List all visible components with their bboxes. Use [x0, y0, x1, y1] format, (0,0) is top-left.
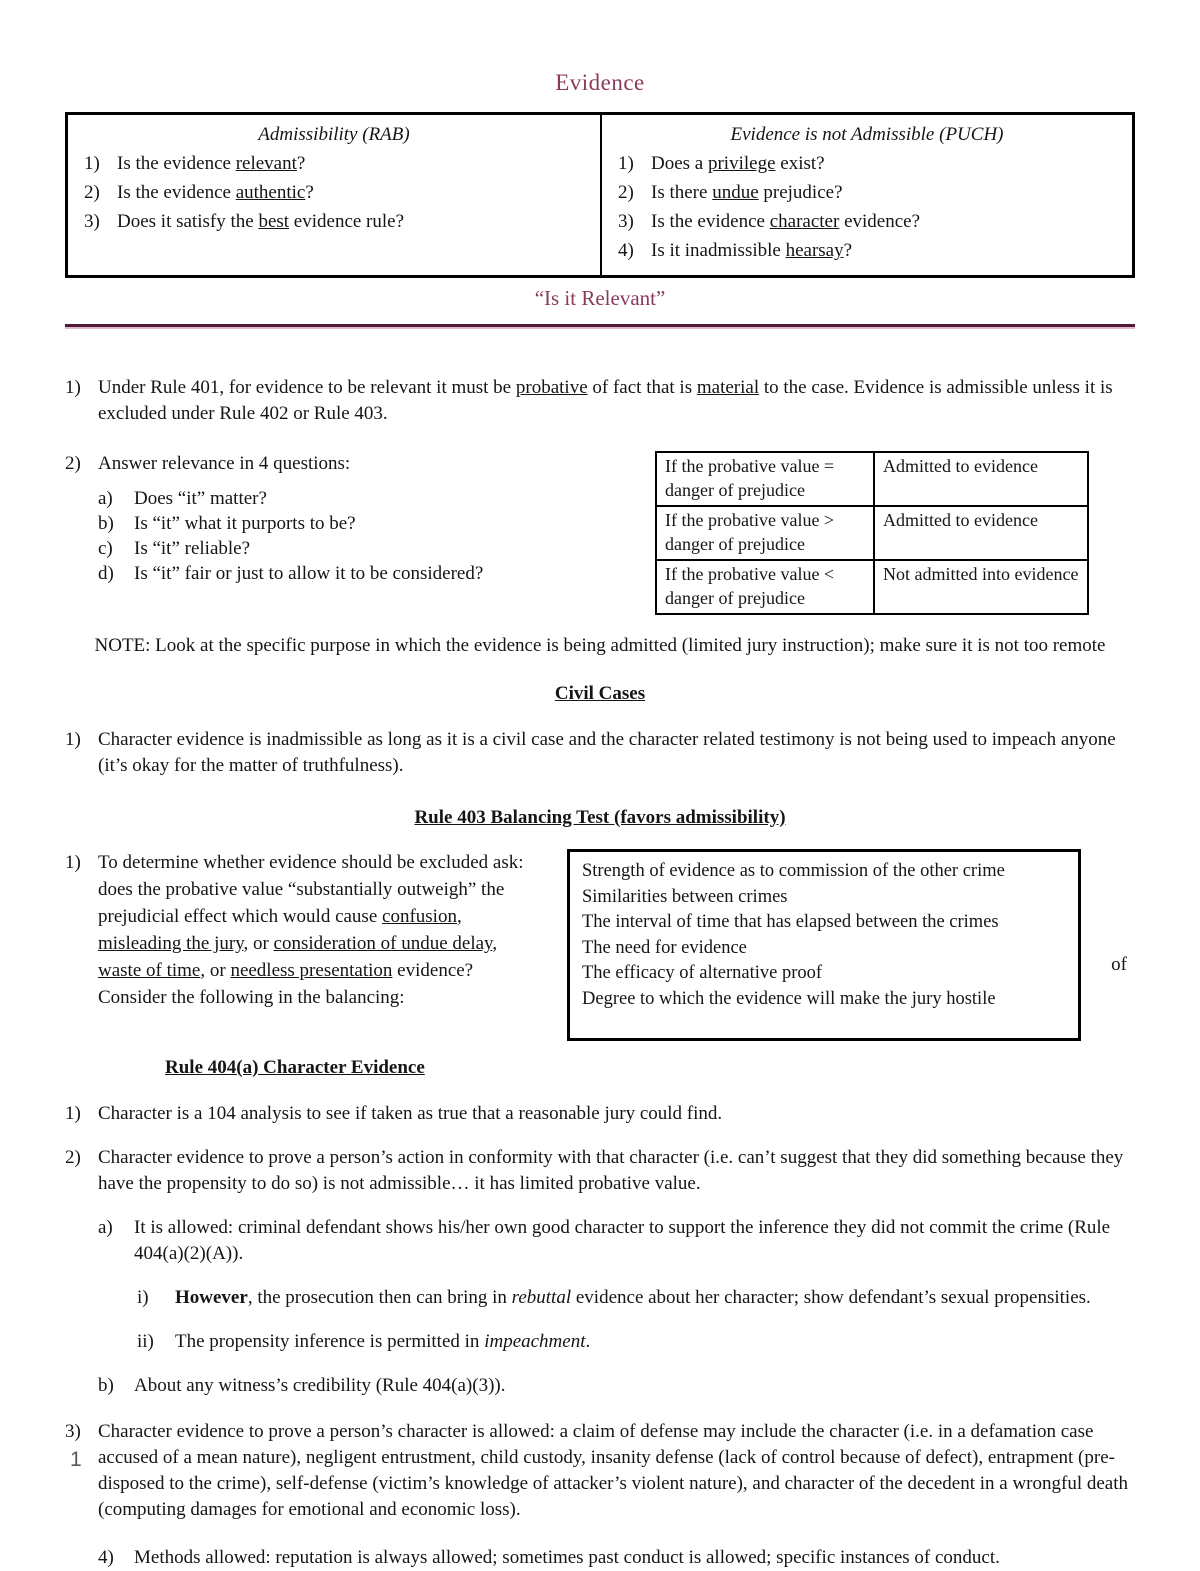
- admissibility-right-header: Evidence is not Admissible (PUCH): [730, 124, 1004, 145]
- list-text: Is “it” what it purports to be?: [134, 513, 356, 534]
- page-title: Evidence: [555, 70, 645, 95]
- list-item-rule401: [65, 375, 1135, 427]
- list-marker: 1): [65, 852, 81, 873]
- list-item: [65, 1419, 1135, 1523]
- list-text: Is “it” fair or just to allow it to be considered?: [134, 563, 484, 584]
- list-item: [98, 1373, 1135, 1399]
- admissibility-table-left-cell: [68, 115, 600, 275]
- factor-line: The need for evidence: [582, 937, 747, 958]
- list-item: [74, 207, 594, 236]
- relevance-questions-block: [65, 451, 627, 615]
- list-marker: a): [98, 1217, 113, 1238]
- relevance-question-list: [65, 486, 627, 586]
- list-marker: a): [98, 488, 113, 509]
- list-item: [74, 149, 594, 178]
- rule403-factors-box: [567, 849, 1081, 1041]
- list-text: Character evidence to prove a person’s action in conformity with that character (i.e. can’t suggest that they did something because they have the propensity to do so) is not admissible… it has limited probative value.: [98, 1147, 1124, 1194]
- rule404-heading: Rule 404(a) Character Evidence: [165, 1057, 425, 1078]
- list-text: Does “it” matter?: [134, 488, 267, 509]
- admissibility-left-header: Admissibility (RAB): [258, 124, 410, 145]
- list-text: Is the evidence authentic?: [117, 182, 314, 203]
- relevance-row: [65, 451, 1135, 615]
- list-marker: 2): [84, 182, 100, 203]
- section-subtitle: “Is it Relevant”: [534, 286, 666, 310]
- list-item: [65, 451, 627, 477]
- list-marker: 4): [618, 240, 634, 261]
- factor-line: Degree to which the evidence will make the jury hostile: [582, 988, 996, 1009]
- list-text: To determine whether evidence should be excluded ask: does the probative value “substantially outweigh” the prejudicial effect which would cause confusion, misleading the jury, or consideration of undue delay, waste of time, or needless presentation evidence? Consider the following in the balancing:: [98, 852, 524, 1008]
- list-text: Is the evidence character evidence?: [651, 211, 921, 232]
- table-cell-condition: If the probative value = danger of prejudice: [656, 452, 874, 506]
- list-item: [608, 207, 1126, 236]
- list-item: [98, 536, 627, 561]
- list-item: [608, 178, 1126, 207]
- list-item: [74, 178, 594, 207]
- list-marker: 1): [618, 153, 634, 174]
- list-marker: 1): [65, 377, 81, 398]
- admissibility-table: [65, 112, 1135, 278]
- list-marker: 3): [65, 1421, 81, 1442]
- list-marker: i): [137, 1287, 149, 1308]
- list-marker: c): [98, 538, 113, 559]
- list-marker: 2): [65, 1147, 81, 1168]
- list-item: [608, 236, 1126, 265]
- list-item: [137, 1329, 1135, 1355]
- note-paragraph: NOTE: Look at the specific purpose in which the evidence is being admitted (limited jury instruction); make sure it is not too remote: [94, 635, 1106, 656]
- list-text: Character is a 104 analysis to see if taken as true that a reasonable jury could find.: [98, 1103, 723, 1124]
- list-text: Does it satisfy the best evidence rule?: [117, 211, 405, 232]
- list-text: It is allowed: criminal defendant shows his/her own good character to support the inference they did not commit the crime (Rule 404(a)(2)(A)).: [134, 1217, 1111, 1264]
- factor-line: The interval of time that has elapsed between the crimes: [582, 912, 999, 932]
- list-item: [65, 1145, 1135, 1197]
- list-item: [98, 561, 627, 586]
- rule403-row: [65, 849, 1135, 1041]
- list-marker: d): [98, 563, 114, 584]
- list-item: [98, 511, 627, 536]
- rule403-heading: Rule 403 Balancing Test (favors admissibility): [414, 807, 786, 828]
- table-cell-result: Not admitted into evidence: [874, 560, 1088, 614]
- table-cell-condition: If the probative value < danger of prejudice: [656, 560, 874, 614]
- list-item: [65, 849, 543, 1011]
- list-text: Methods allowed: reputation is always allowed; sometimes past conduct is allowed; specific instances of conduct.: [134, 1547, 1000, 1568]
- list-text: Under Rule 401, for evidence to be relevant it must be probative of fact that is material to the case. Evidence is admissible unless it is excluded under Rule 402 or Rule 403.: [98, 377, 1113, 424]
- table-row: [656, 452, 1088, 506]
- list-text: Is there undue prejudice?: [651, 182, 843, 203]
- list-item: [608, 149, 1126, 178]
- factor-line: The efficacy of alternative proof: [582, 963, 823, 983]
- table-row: [656, 560, 1088, 614]
- table-cell-condition: If the probative value > danger of prejudice: [656, 506, 874, 560]
- list-item-civil: [65, 727, 1135, 779]
- list-text: Does a privilege exist?: [651, 153, 825, 174]
- factor-line: Strength of evidence as to commission of the other crime: [582, 861, 1005, 881]
- list-marker: 2): [65, 453, 81, 474]
- list-text: About any witness’s credibility (Rule 404(a)(3)).: [134, 1375, 506, 1396]
- list-marker: 2): [618, 182, 634, 203]
- rule403-paragraph-block: [65, 849, 543, 1041]
- table-cell-result: Admitted to evidence: [874, 506, 1088, 560]
- table-row: [656, 506, 1088, 560]
- factor-line: Similarities between crimes: [582, 886, 788, 907]
- list-text: Is “it” reliable?: [134, 538, 251, 559]
- list-text: The propensity inference is permitted in impeachment.: [175, 1331, 591, 1352]
- list-marker: 4): [98, 1547, 114, 1568]
- list-item: [137, 1285, 1135, 1311]
- list-text: Is the evidence relevant?: [117, 153, 306, 174]
- probative-value-table: [655, 451, 1089, 615]
- list-text: Is it inadmissible hearsay?: [651, 240, 853, 261]
- page-number: 1: [70, 1448, 82, 1471]
- list-item: [65, 1101, 1135, 1127]
- list-text: However, the prosecution then can bring in rebuttal evidence about her character; show defendant’s sexual propensities.: [175, 1287, 1091, 1308]
- overflow-word: of: [1111, 954, 1127, 975]
- list-marker: 3): [618, 211, 634, 232]
- list-marker: ii): [137, 1331, 154, 1352]
- list-marker: 1): [65, 1103, 81, 1124]
- civil-cases-heading: Civil Cases: [554, 683, 646, 704]
- list-marker: 1): [84, 153, 100, 174]
- horizontal-divider: [65, 324, 1135, 329]
- list-marker: b): [98, 513, 114, 534]
- list-marker: 3): [84, 211, 100, 232]
- list-text: Character evidence is inadmissible as long as it is a civil case and the character related testimony is not being used to impeach anyone (it’s okay for the matter of truthfulness).: [98, 729, 1116, 776]
- admissibility-table-right-cell: [600, 115, 1132, 275]
- list-item: [98, 1545, 1135, 1571]
- list-text: Answer relevance in 4 questions:: [98, 453, 351, 474]
- list-item: [98, 486, 627, 511]
- list-marker: 1): [65, 729, 81, 750]
- list-text: Character evidence to prove a person’s character is allowed: a claim of defense may include the character (i.e. in a defamation case accused of a mean nature), negligent entrustment, child custody, insanity defense (lack of control because of defect), entrapment (pre-disposed to the crime), self-defense (victim’s knowledge of attacker’s violent nature), and character of the decedent in a wrongful death (computing damages for emotional and economic loss).: [98, 1421, 1128, 1520]
- list-marker: b): [98, 1375, 114, 1396]
- list-item: [98, 1215, 1135, 1267]
- table-cell-result: Admitted to evidence: [874, 452, 1088, 506]
